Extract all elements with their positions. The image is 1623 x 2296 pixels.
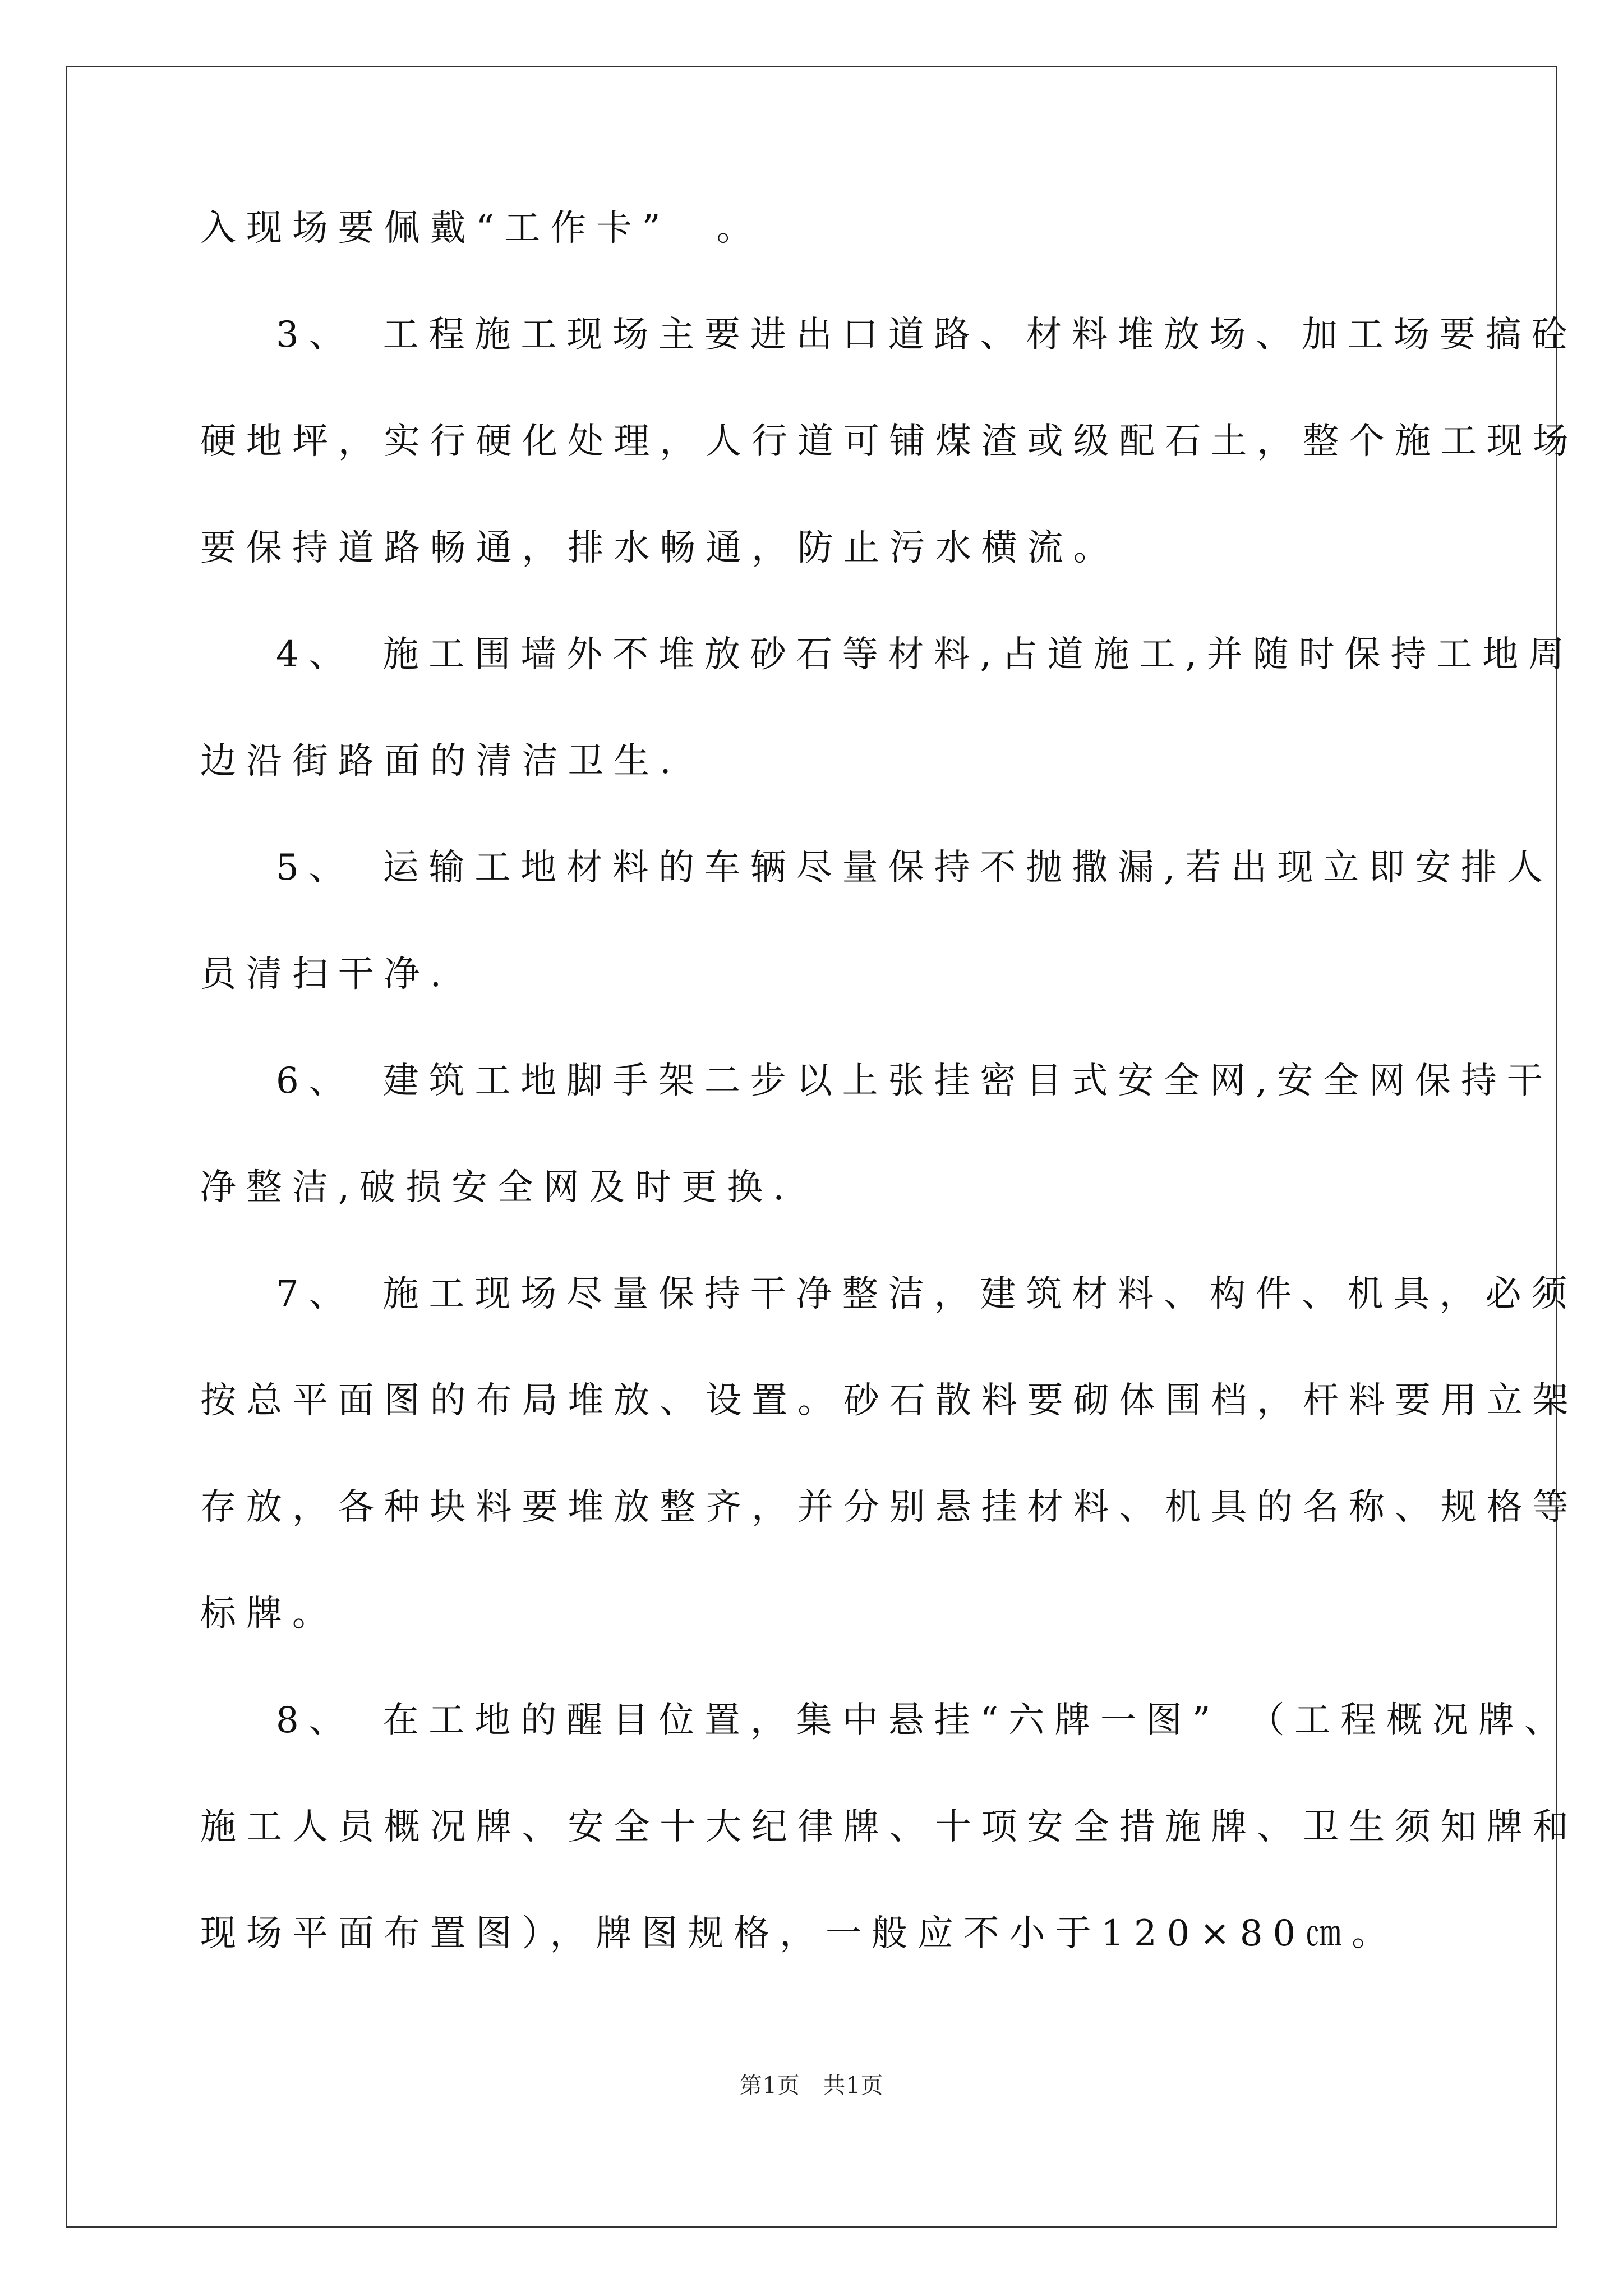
text-line: 现场平面布置图），牌图规格，一般应不小于120×80㎝。	[200, 1913, 1398, 1954]
text-line: 6、 建筑工地脚手架二步以上张挂密目式安全网,安全网保持干	[276, 1060, 1553, 1102]
page-number: 第1页 共1页	[739, 2073, 884, 2099]
text-line: 8、 在工地的醒目位置，集中悬挂“六牌一图” （工程概况牌、	[276, 1700, 1570, 1741]
text-line: 净整洁,破损安全网及时更换.	[200, 1167, 795, 1208]
text-line: 施工人员概况牌、安全十大纪律牌、十项安全措施牌、卫生须知牌和	[200, 1806, 1579, 1848]
text-line: 要保持道路畅通，排水畅通，防止污水横流。	[200, 527, 1119, 569]
text-line: 员清扫干净.	[200, 954, 451, 995]
page-border	[66, 66, 1557, 2228]
text-line: 3、 工程施工现场主要进出口道路、材料堆放场、加工场要搞砼	[276, 314, 1578, 356]
text-line: 7、 施工现场尽量保持干净整洁，建筑材料、构件、机具，必须	[276, 1273, 1578, 1315]
text-line: 按总平面图的布局堆放、设置。砂石散料要砌体围档，杆料要用立架	[200, 1380, 1579, 1421]
text-line: 4、 施工围墙外不堆放砂石等材料,占道施工,并随时保持工地周	[276, 634, 1575, 675]
text-line: 5、 运输工地材料的车辆尽量保持不抛撒漏,若出现立即安排人	[276, 847, 1553, 889]
text-line: 存放，各种块料要堆放整齐，并分别悬挂材料、机具的名称、规格等	[200, 1487, 1579, 1528]
text-line: 硬地坪，实行硬化处理，人行道可铺煤渣或级配石土，整个施工现场	[200, 421, 1579, 462]
text-line: 入现场要佩戴“工作卡” 。	[200, 208, 763, 249]
text-line: 边沿街路面的清洁卫生.	[200, 740, 681, 782]
text-line: 标牌。	[200, 1593, 338, 1635]
